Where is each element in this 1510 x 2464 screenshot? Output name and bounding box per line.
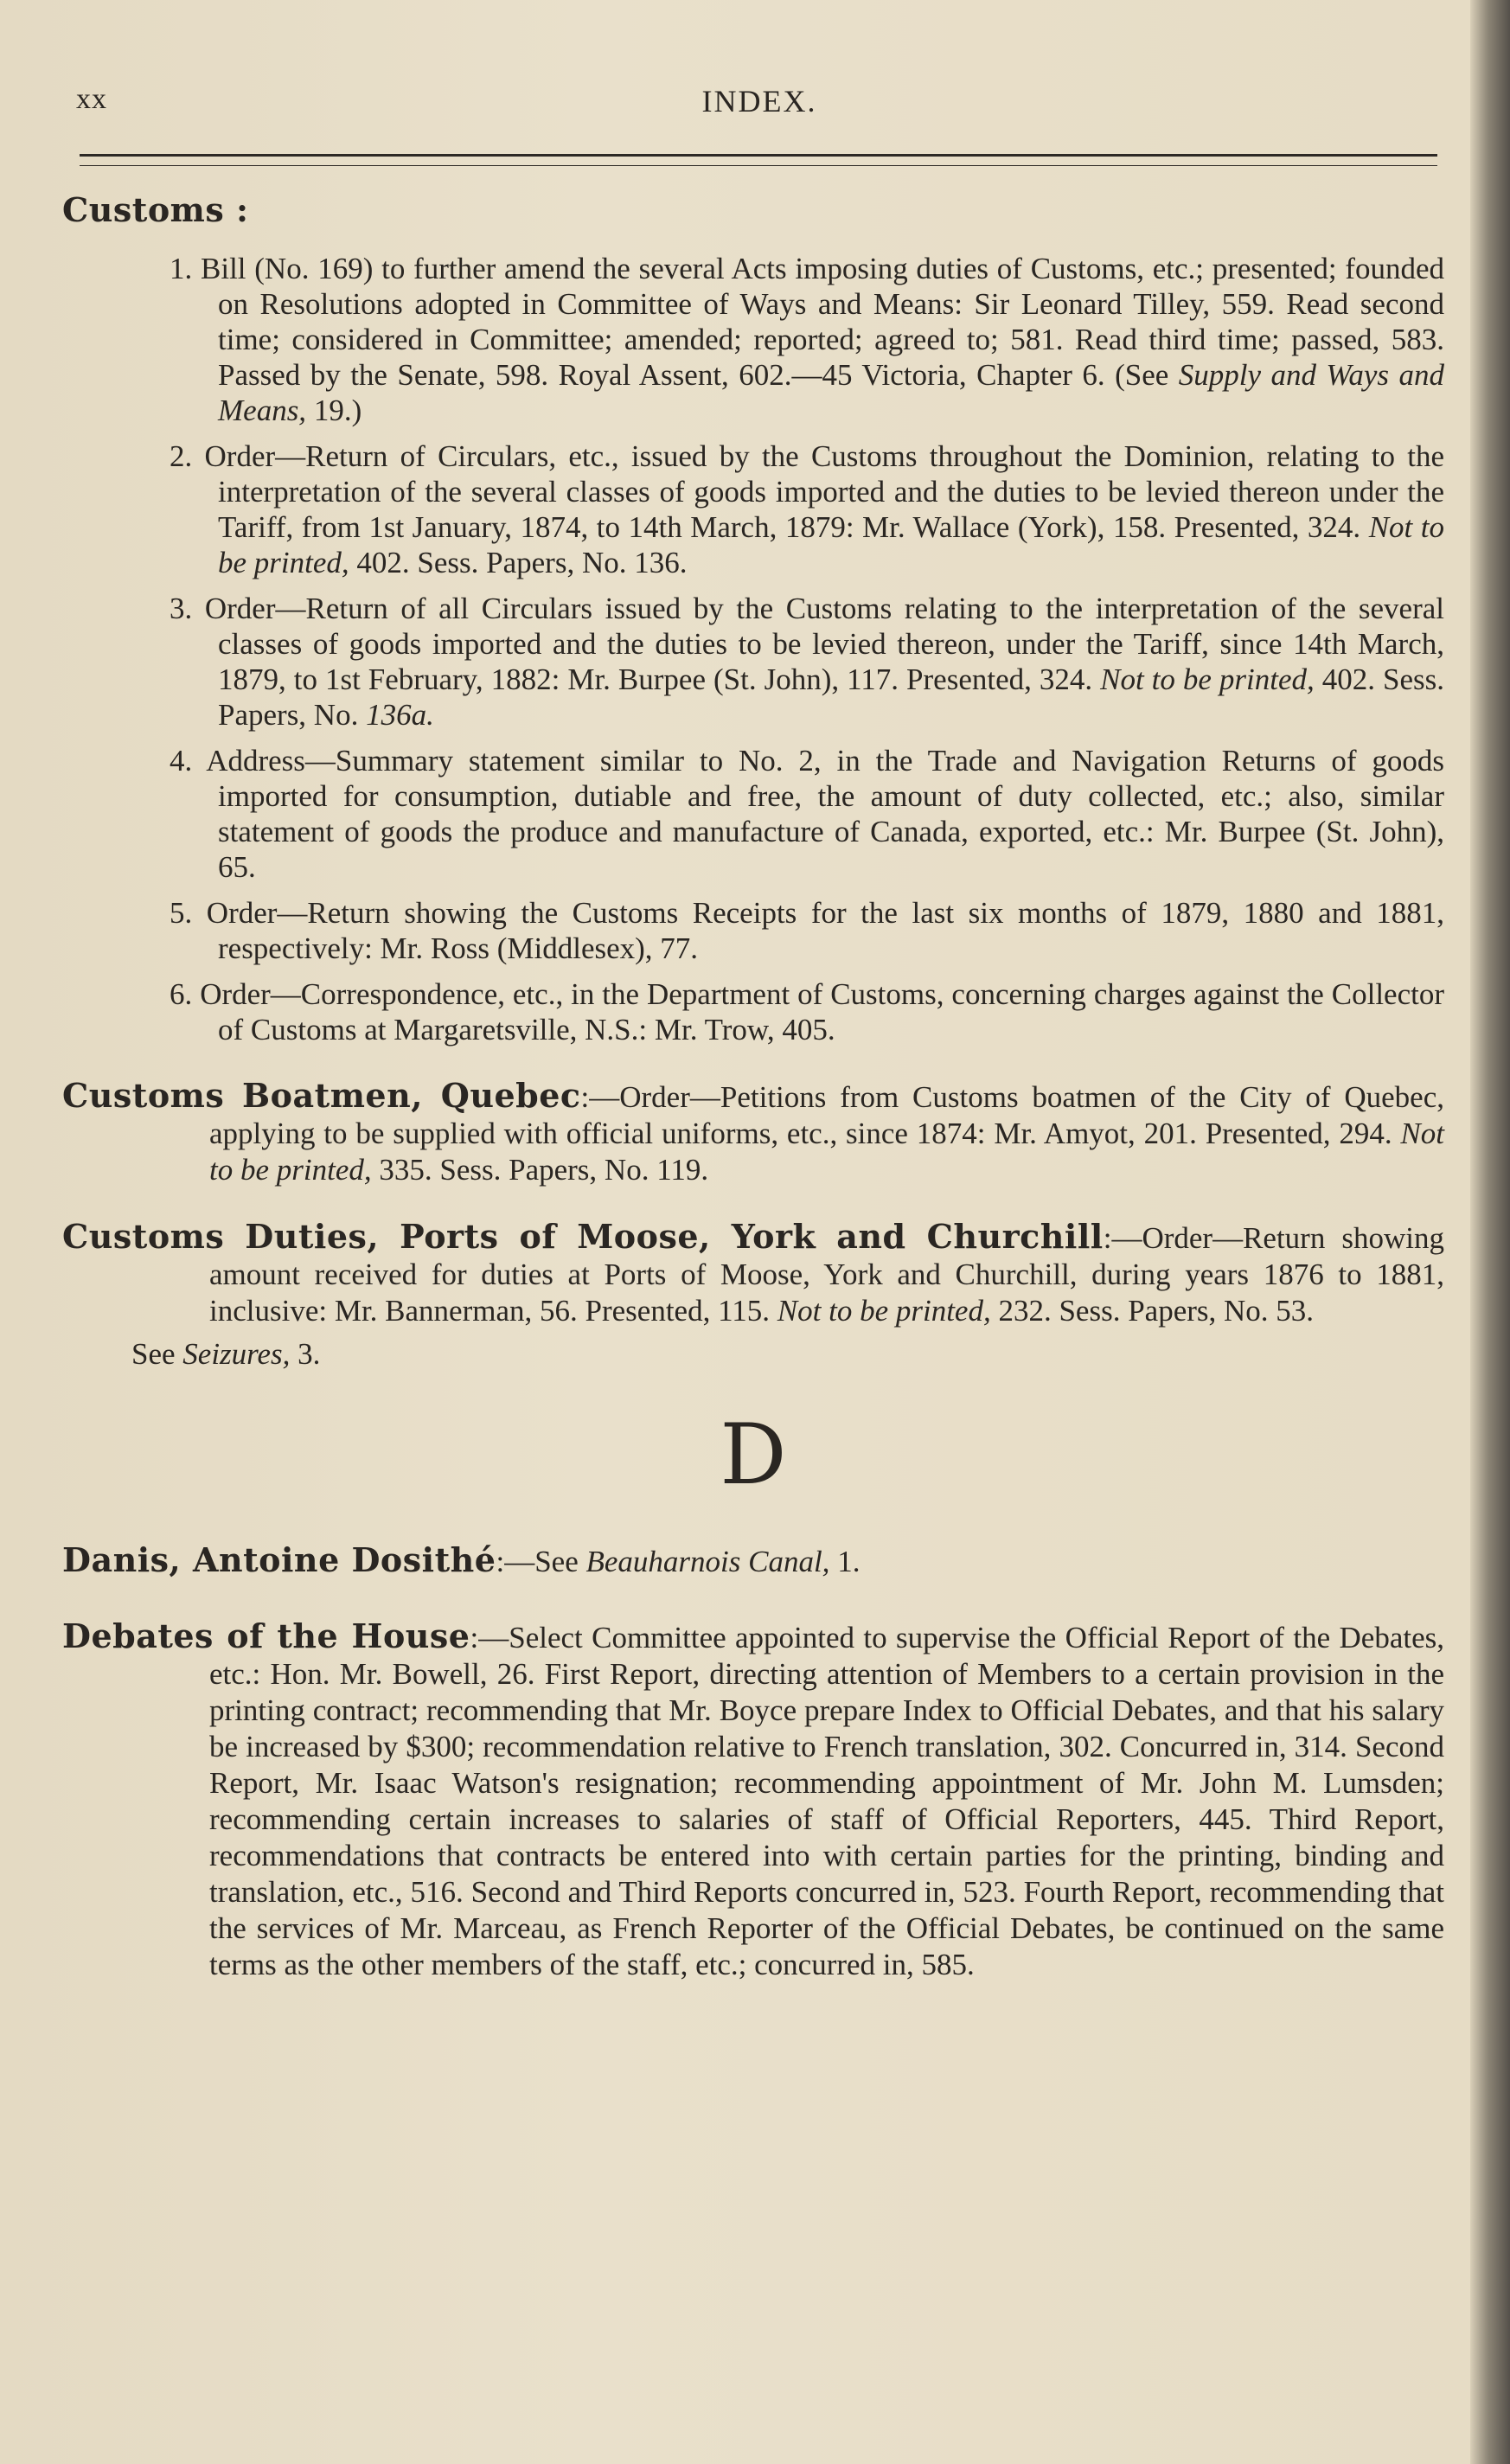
entry-heading: Debates of the House [62, 1616, 470, 1655]
header-rule [80, 154, 1437, 166]
entry-customs-duties: Customs Duties, Ports of Moose, York and Churchill:—Order—Return showing amount received for duties at Ports of Moose, York and Churchill, during years 1876 to 1881, inclusive: Mr. Bannerman, 56. Presented, 115. Not to be printed, 232. Sess. Papers, No. 53. [62, 1217, 1444, 1328]
page-edge [1470, 0, 1510, 2464]
running-head [76, 83, 1443, 126]
list-item: 4. Address—Summary statement similar to No. 2, in the Trade and Navigation Returns of goods imported for consumption, dutiable and free, the amount of duty collected, etc.; also, similar statement of goods the produce and manufacture of Canada, exported, etc.: Mr. Burpee (St. John), 65. [170, 744, 1444, 884]
entry-heading: Danis, Antoine Dosithé [62, 1540, 496, 1579]
entry-debates: Debates of the House:—Select Committee appointed to supervise the Official Report of the Debates, etc.: Hon. Mr. Bowell, 26. First Report, directing attention of Members to a certain provision in the printing contract; recommending that Mr. Boyce prepare Index to Official Debates, and that his salary be increased by $300; recommendation relative to French translation, 302. Concurred in, 314. Second Report, Mr. Isaac Watson's resignation; recommending appointment of Mr. John M. Lumsden; recommending certain increases to salaries of staff of Official Reporters, 445. Third Report, recommendations that contracts be entered into with certain parties for the printing, binding and translation, etc., 516. Second and Third Reports concurred in, 523. Fourth Report, recommending that the services of Mr. Marceau, as French Reporter of the Official Debates, be continued on the same terms as the other members of the staff, etc.; concurred in, 585. [62, 1616, 1444, 1981]
index-content [62, 192, 1444, 2006]
list-item: 5. Order—Return showing the Customs Receipts for the last six months of 1879, 1880 and 1881, respectively: Mr. Ross (Middlesex), 77. [170, 896, 1444, 965]
section-letter: D [720, 1406, 787, 1503]
page-title: INDEX. [701, 84, 817, 118]
entry-customs-boatmen: Customs Boatmen, Quebec:—Order—Petitions from Customs boatmen of the City of Quebec, applying to be supplied with official uniforms, etc., since 1874: Mr. Amyot, 201. Presented, 294. Not to be printed, 335. Sess. Papers, No. 119. [62, 1076, 1444, 1187]
entry-customs [62, 192, 1444, 230]
page-number: xx [76, 83, 107, 115]
list-item: 6. Order—Correspondence, etc., in the Department of Customs, concerning charges against the Collector of Customs at Margaretsville, N.S.: Mr. Trow, 405. [170, 977, 1444, 1046]
entry-heading: Customs Duties, Ports of Moose, York and Churchill [62, 1217, 1104, 1256]
list-item: 2. Order—Return of Circulars, etc., issued by the Customs throughout the Dominion, relating to the interpretation of the several classes of goods imported and the duties to be levied thereon under the Tariff, from 1st January, 1874, to 14th March, 1879: Mr. Wallace (York), 158. Presented, 324. Not to be printed, 402. Sess. Papers, No. 136. [170, 439, 1445, 579]
list-item: 1. Bill (No. 169) to further amend the several Acts imposing duties of Customs, etc.; presented; founded on Resolutions adopted in Committee of Ways and Means: Sir Leonard Tilley, 559. Read second time; considered in Committee; amended; reported; agreed to; 581. Read third time; passed, 583. Passed by the Senate, 598. Royal Assent, 602.—45 Victoria, Chapter 6. (See Supply and Ways and Means, 19.) [170, 252, 1444, 427]
list-item: 3. Order—Return of all Circulars issued by the Customs relating to the interpretation of the several classes of goods imported and the duties to be levied thereon, under the Tariff, since 14th March, 1879, to 1st February, 1882: Mr. Burpee (St. John), 117. Presented, 324. Not to be printed, 402. Sess. Papers, No. 136a. [170, 592, 1445, 732]
entry-danis: Danis, Antoine Dosithé:—See Beauharnois Canal, 1. [62, 1540, 861, 1579]
see-reference: See Seizures, 3. [131, 1337, 321, 1371]
entry-heading: Customs : [62, 190, 249, 229]
entry-heading: Customs Boatmen, Quebec [62, 1076, 581, 1115]
